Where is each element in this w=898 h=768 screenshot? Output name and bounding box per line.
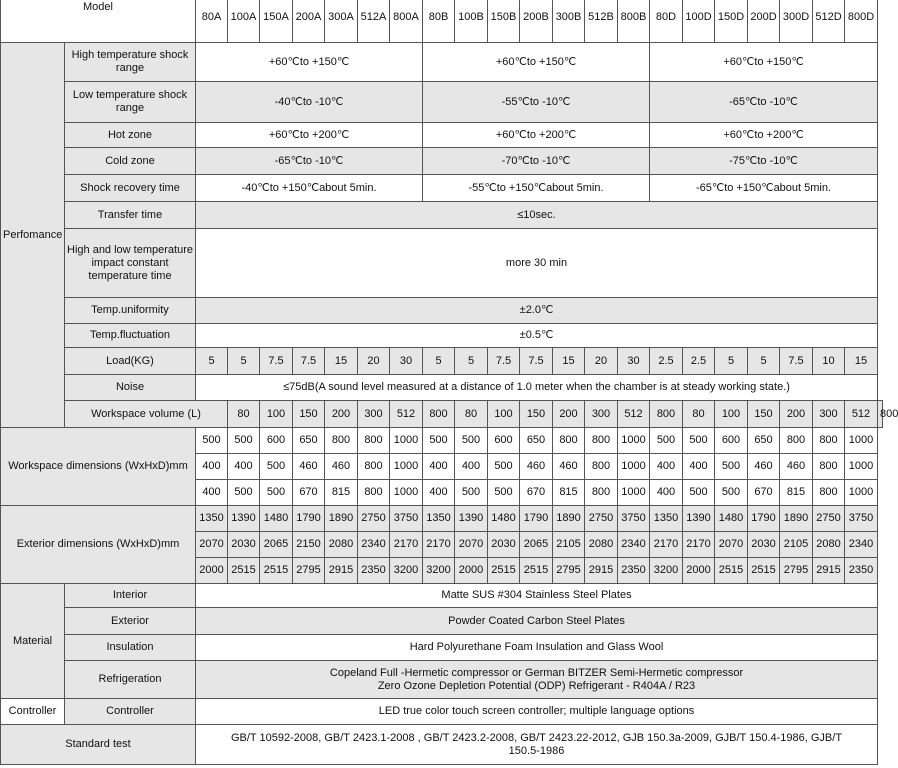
low-shock-row	[1, 82, 883, 123]
value-cell: +60℃to +200℃	[423, 123, 650, 148]
value-cell: -65℃to +150℃about 5min.	[650, 175, 878, 202]
dim-cell: 2340	[358, 532, 390, 558]
load-cell: 5	[196, 348, 228, 375]
model-cell: 800B	[618, 0, 650, 43]
dim-cell: 500	[455, 480, 488, 506]
load-cell: 7.5	[293, 348, 325, 375]
dim-cell: 500	[683, 480, 715, 506]
volume-cell: 150	[293, 401, 325, 428]
load-cell: 5	[423, 348, 455, 375]
volume-cell: 800	[423, 401, 455, 428]
dim-cell: 2150	[293, 532, 325, 558]
material-interior-row	[1, 584, 883, 608]
volume-cell: 100	[260, 401, 293, 428]
dim-cell: 800	[358, 454, 390, 480]
volume-cell: 80	[683, 401, 715, 428]
dim-cell: 815	[780, 480, 813, 506]
dim-cell: 2750	[813, 506, 845, 532]
dim-cell: 400	[650, 480, 683, 506]
dim-cell: 800	[813, 480, 845, 506]
dim-cell: 1890	[553, 506, 585, 532]
volume-cell: 100	[488, 401, 520, 428]
dim-cell: 2350	[618, 558, 650, 584]
dim-cell: 2915	[325, 558, 358, 584]
model-cell: 800D	[845, 0, 878, 43]
row-label: Standard test	[1, 725, 196, 765]
dim-cell: 2750	[358, 506, 390, 532]
dim-cell: 500	[683, 428, 715, 454]
row-label: Noise	[65, 375, 196, 401]
dim-cell: 460	[748, 454, 780, 480]
dim-cell: 800	[358, 480, 390, 506]
model-cell: 512D	[813, 0, 845, 43]
dim-cell: 1890	[780, 506, 813, 532]
value-cell: ±0.5℃	[196, 324, 878, 348]
load-cell: 2.5	[650, 348, 683, 375]
dim-cell: 2065	[520, 532, 553, 558]
row-label: Workspace dimensions (WxHxD)mm	[1, 428, 196, 506]
load-cell: 2.5	[683, 348, 715, 375]
dim-cell: 1000	[390, 480, 423, 506]
load-cell: 5	[715, 348, 748, 375]
dim-cell: 2065	[260, 532, 293, 558]
value-cell: Hard Polyurethane Foam Insulation and Glass Wool	[196, 635, 878, 661]
row-label: Load(KG)	[65, 348, 196, 375]
dim-cell: 800	[813, 428, 845, 454]
model-cell: 80B	[423, 0, 455, 43]
standard-value	[196, 725, 878, 765]
hot-zone-row	[1, 123, 883, 148]
dim-cell: 2080	[585, 532, 618, 558]
model-cell: 300B	[553, 0, 585, 43]
standard-line-2: 150.5-1986	[508, 744, 565, 757]
dim-cell: 2750	[585, 506, 618, 532]
dim-cell: 460	[553, 454, 585, 480]
dim-cell: 2795	[293, 558, 325, 584]
dim-cell: 2105	[780, 532, 813, 558]
dim-cell: 400	[228, 454, 260, 480]
dim-cell: 400	[423, 480, 455, 506]
dim-cell: 2105	[553, 532, 585, 558]
model-cell: 100B	[455, 0, 488, 43]
dim-cell: 400	[650, 454, 683, 480]
material-group-label: Material	[1, 584, 65, 699]
dim-cell: 600	[488, 428, 520, 454]
standard-row	[1, 725, 883, 765]
volume-cell: 300	[358, 401, 390, 428]
load-cell: 30	[618, 348, 650, 375]
model-cell: 80D	[650, 0, 683, 43]
model-cell: 150A	[260, 0, 293, 43]
load-cell: 20	[585, 348, 618, 375]
volume-cell: 800	[878, 401, 883, 428]
dim-cell: 500	[715, 454, 748, 480]
dim-cell: 1790	[520, 506, 553, 532]
value-cell: +60℃to +150℃	[650, 43, 878, 82]
load-cell: 10	[813, 348, 845, 375]
load-cell: 7.5	[488, 348, 520, 375]
value-cell: -65℃to -10℃	[196, 148, 423, 175]
value-cell: more 30 min	[196, 229, 878, 298]
value-cell: ≤75dB(A sound level measured at a distance of 1.0 meter when the chamber is at steady working state.)	[196, 375, 878, 401]
dim-cell: 1480	[715, 506, 748, 532]
dim-cell: 2340	[618, 532, 650, 558]
dim-cell: 1790	[748, 506, 780, 532]
dim-cell: 3200	[650, 558, 683, 584]
material-refrigeration-row	[1, 661, 883, 699]
dim-cell: 500	[650, 428, 683, 454]
workspace-dims-row-w	[1, 428, 883, 454]
dim-cell: 2170	[423, 532, 455, 558]
volume-cell: 200	[780, 401, 813, 428]
dim-cell: 2795	[780, 558, 813, 584]
dim-cell: 500	[423, 428, 455, 454]
noise-row	[1, 375, 883, 401]
dim-cell: 800	[780, 428, 813, 454]
volume-cell: 100	[715, 401, 748, 428]
value-cell: -55℃to -10℃	[423, 82, 650, 123]
transfer-row	[1, 202, 883, 229]
model-cell: 300D	[780, 0, 813, 43]
controller-group-label: Controller	[1, 699, 65, 725]
load-cell: 5	[748, 348, 780, 375]
dim-cell: 2070	[455, 532, 488, 558]
value-cell: -70℃to -10℃	[423, 148, 650, 175]
dim-cell: 1350	[423, 506, 455, 532]
dim-cell: 400	[196, 454, 228, 480]
dim-cell: 1480	[488, 506, 520, 532]
volume-cell: 80	[228, 401, 260, 428]
model-cell: 100D	[683, 0, 715, 43]
dim-cell: 3750	[618, 506, 650, 532]
model-cell: 200B	[520, 0, 553, 43]
value-cell: -75℃to -10℃	[650, 148, 878, 175]
dim-cell: 1000	[618, 480, 650, 506]
dim-cell: 400	[423, 454, 455, 480]
dim-cell: 1000	[845, 480, 878, 506]
dim-cell: 1000	[845, 454, 878, 480]
volume-cell: 512	[618, 401, 650, 428]
material-insulation-row	[1, 635, 883, 661]
load-cell: 7.5	[780, 348, 813, 375]
dim-cell: 500	[228, 480, 260, 506]
row-label: Shock recovery time	[65, 175, 196, 202]
dim-cell: 600	[260, 428, 293, 454]
load-cell: 30	[390, 348, 423, 375]
dim-cell: 1790	[293, 506, 325, 532]
dim-cell: 400	[455, 454, 488, 480]
volume-cell: 200	[553, 401, 585, 428]
cold-zone-row	[1, 148, 883, 175]
row-label: Exterior dimensions (WxHxD)mm	[1, 506, 196, 584]
row-label: Transfer time	[65, 202, 196, 229]
value-cell: +60℃to +150℃	[423, 43, 650, 82]
dim-cell: 2515	[520, 558, 553, 584]
dim-cell: 2080	[325, 532, 358, 558]
dim-cell: 2515	[715, 558, 748, 584]
dim-cell: 2515	[748, 558, 780, 584]
dim-cell: 670	[520, 480, 553, 506]
dim-cell: 2170	[650, 532, 683, 558]
value-cell: +60℃to +200℃	[196, 123, 423, 148]
volume-cell: 300	[585, 401, 618, 428]
volume-cell: 300	[813, 401, 845, 428]
recovery-row	[1, 175, 883, 202]
volume-cell: 512	[845, 401, 878, 428]
row-label: Temp.fluctuation	[65, 324, 196, 348]
dim-cell: 2915	[585, 558, 618, 584]
row-label: Insulation	[65, 635, 196, 661]
model-cell: 200D	[748, 0, 780, 43]
dim-cell: 800	[553, 428, 585, 454]
row-label: Temp.uniformity	[65, 298, 196, 324]
dim-cell: 2515	[228, 558, 260, 584]
value-cell: Matte SUS #304 Stainless Steel Plates	[196, 584, 878, 608]
load-cell: 5	[228, 348, 260, 375]
row-label: Refrigeration	[65, 661, 196, 699]
model-cell: 200A	[293, 0, 325, 43]
dim-cell: 1390	[683, 506, 715, 532]
dim-cell: 670	[748, 480, 780, 506]
dim-cell: 400	[683, 454, 715, 480]
dim-cell: 2070	[715, 532, 748, 558]
dim-cell: 460	[325, 454, 358, 480]
refrigeration-value	[196, 661, 878, 699]
value-cell: +60℃to +200℃	[650, 123, 878, 148]
value-cell: -40℃to +150℃about 5min.	[196, 175, 423, 202]
dim-cell: 800	[585, 428, 618, 454]
model-header: Model	[1, 0, 196, 43]
dim-cell: 650	[748, 428, 780, 454]
dim-cell: 460	[780, 454, 813, 480]
dim-cell: 1350	[196, 506, 228, 532]
dim-cell: 3200	[390, 558, 423, 584]
volume-cell: 80	[455, 401, 488, 428]
dim-cell: 1390	[455, 506, 488, 532]
dim-cell: 2340	[845, 532, 878, 558]
dim-cell: 650	[293, 428, 325, 454]
high-shock-row	[1, 43, 883, 82]
dim-cell: 800	[813, 454, 845, 480]
fluctuation-row	[1, 324, 883, 348]
controller-row	[1, 699, 883, 725]
dim-cell: 2350	[358, 558, 390, 584]
workspace-volume-row	[1, 401, 883, 428]
load-row	[1, 348, 883, 375]
dim-cell: 500	[715, 480, 748, 506]
volume-cell: 512	[390, 401, 423, 428]
row-label: Workspace volume (L)	[65, 401, 228, 428]
dim-cell: 500	[260, 454, 293, 480]
value-cell: -40℃to -10℃	[196, 82, 423, 123]
value-cell: Powder Coated Carbon Steel Plates	[196, 608, 878, 635]
dim-cell: 2000	[196, 558, 228, 584]
row-label: Controller	[65, 699, 196, 725]
dim-cell: 2170	[683, 532, 715, 558]
dim-cell: 3750	[845, 506, 878, 532]
dim-cell: 2030	[488, 532, 520, 558]
dim-cell: 800	[358, 428, 390, 454]
dim-cell: 1000	[390, 454, 423, 480]
load-cell: 5	[455, 348, 488, 375]
model-cell: 512B	[585, 0, 618, 43]
dim-cell: 800	[585, 480, 618, 506]
value-cell: ≤10sec.	[196, 202, 878, 229]
dim-cell: 2080	[813, 532, 845, 558]
uniformity-row	[1, 298, 883, 324]
dim-cell: 2000	[683, 558, 715, 584]
exterior-dims-row-w	[1, 506, 883, 532]
model-cell: 100A	[228, 0, 260, 43]
dim-cell: 500	[228, 428, 260, 454]
dim-cell: 500	[455, 428, 488, 454]
dim-cell: 1350	[650, 506, 683, 532]
dim-cell: 800	[325, 428, 358, 454]
row-label: Hot zone	[65, 123, 196, 148]
row-label: Interior	[65, 584, 196, 608]
refrigeration-line-1: Copeland Full -Hermetic compressor or German BITZER Semi-Hermetic compressor	[329, 666, 744, 679]
row-label: High and low temperature impact constant temperature time	[65, 229, 196, 298]
dim-cell: 500	[196, 428, 228, 454]
constant-time-row	[1, 229, 883, 298]
standard-line-1: GB/T 10592-2008, GB/T 2423.1-2008 , GB/T 2423.2-2008, GB/T 2423.22-2012, GJB 150.3a-2009, GJB/T 150.4-1986, GJB/T	[230, 731, 843, 744]
value-cell: LED true color touch screen controller; multiple language options	[196, 699, 878, 725]
value-cell: +60℃to +150℃	[196, 43, 423, 82]
load-cell: 20	[358, 348, 390, 375]
model-row	[1, 0, 883, 43]
dim-cell: 2000	[455, 558, 488, 584]
material-exterior-row	[1, 608, 883, 635]
dim-cell: 670	[293, 480, 325, 506]
dim-cell: 500	[488, 454, 520, 480]
load-cell: 15	[325, 348, 358, 375]
dim-cell: 2350	[845, 558, 878, 584]
load-cell: 15	[845, 348, 878, 375]
value-cell: -65℃to -10℃	[650, 82, 878, 123]
model-cell: 80A	[196, 0, 228, 43]
dim-cell: 600	[715, 428, 748, 454]
dim-cell: 1000	[845, 428, 878, 454]
model-cell: 512A	[358, 0, 390, 43]
model-cell: 150B	[488, 0, 520, 43]
model-cell: 300A	[325, 0, 358, 43]
dim-cell: 2515	[260, 558, 293, 584]
value-cell: ±2.0℃	[196, 298, 878, 324]
dim-cell: 500	[260, 480, 293, 506]
value-cell: -55℃to +150℃about 5min.	[423, 175, 650, 202]
dim-cell: 815	[325, 480, 358, 506]
refrigeration-line-2: Zero Ozone Depletion Potential (ODP) Refrigerant - R404A / R23	[377, 679, 696, 692]
row-label: Exterior	[65, 608, 196, 635]
volume-cell: 150	[520, 401, 553, 428]
load-cell: 15	[553, 348, 585, 375]
dim-cell: 650	[520, 428, 553, 454]
dim-cell: 800	[585, 454, 618, 480]
volume-cell: 800	[650, 401, 683, 428]
dim-cell: 1000	[618, 428, 650, 454]
dim-cell: 1390	[228, 506, 260, 532]
load-cell: 7.5	[260, 348, 293, 375]
dim-cell: 460	[293, 454, 325, 480]
dim-cell: 815	[553, 480, 585, 506]
dim-cell: 2515	[488, 558, 520, 584]
dim-cell: 2170	[390, 532, 423, 558]
model-cell: 150D	[715, 0, 748, 43]
dim-cell: 2030	[228, 532, 260, 558]
row-label: High temperature shock range	[65, 43, 196, 82]
dim-cell: 1000	[390, 428, 423, 454]
dim-cell: 2915	[813, 558, 845, 584]
dim-cell: 3750	[390, 506, 423, 532]
dim-cell: 2070	[196, 532, 228, 558]
dim-cell: 3200	[423, 558, 455, 584]
dim-cell: 2795	[553, 558, 585, 584]
load-cell: 7.5	[520, 348, 553, 375]
performance-group-label: Perfomance	[1, 43, 65, 428]
dim-cell: 400	[196, 480, 228, 506]
dim-cell: 1480	[260, 506, 293, 532]
dim-cell: 1000	[618, 454, 650, 480]
row-label: Low temperature shock range	[65, 82, 196, 123]
model-cell: 800A	[390, 0, 423, 43]
row-label: Cold zone	[65, 148, 196, 175]
dim-cell: 2030	[748, 532, 780, 558]
volume-cell: 150	[748, 401, 780, 428]
dim-cell: 1890	[325, 506, 358, 532]
dim-cell: 500	[488, 480, 520, 506]
volume-cell: 200	[325, 401, 358, 428]
dim-cell: 460	[520, 454, 553, 480]
